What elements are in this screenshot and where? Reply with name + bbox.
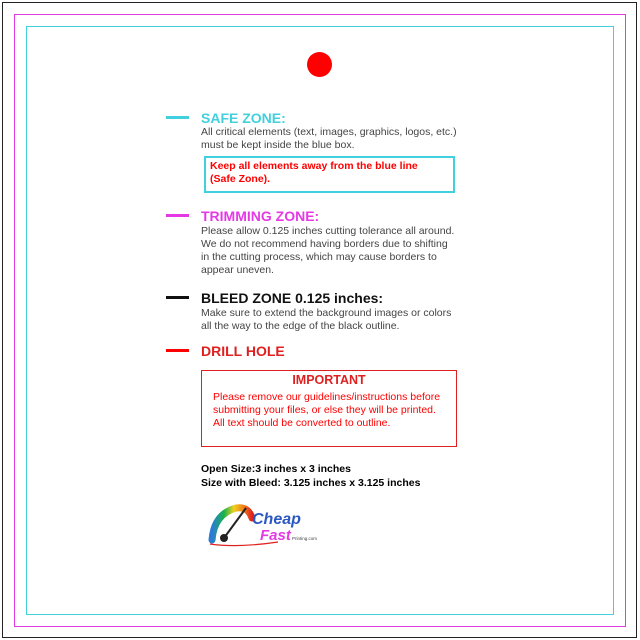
safe-zone-legend-line <box>166 116 189 119</box>
bleed-zone-legend-line <box>166 296 189 299</box>
logo-word-fast: Fast <box>260 527 291 544</box>
important-title: IMPORTANT <box>292 373 366 387</box>
important-line: All text should be converted to outline. <box>213 417 391 429</box>
safe-zone-note <box>210 160 418 186</box>
trimming-zone-line: We do not recommend having borders due to shifting <box>201 238 448 250</box>
important-line: Please remove our guidelines/instructions before <box>213 391 441 403</box>
drill-hole-marker <box>307 52 332 77</box>
logo-graphic <box>208 500 338 550</box>
important-description <box>213 391 440 430</box>
drill-hole-heading: DRILL HOLE <box>201 343 285 359</box>
bleed-zone-line: all the way to the edge of the black outline. <box>201 320 400 332</box>
bleed-zone-line: Make sure to extend the background images or colors <box>201 307 452 319</box>
logo-word-cheap: Cheap <box>252 511 301 528</box>
important-line: submitting your files, or else they will be printed. <box>213 404 436 416</box>
safe-zone-line: must be kept inside the blue box. <box>201 139 355 151</box>
needle-hub-icon <box>220 534 228 542</box>
trimming-zone-legend-line <box>166 214 189 217</box>
drill-hole-legend-line <box>166 349 189 352</box>
open-size-text: Open Size:3 inches x 3 inches <box>201 463 351 475</box>
speedometer-arc-icon <box>212 508 252 540</box>
safe-zone-note-line: Keep all elements away from the blue line <box>210 160 418 172</box>
safe-zone-description <box>201 126 457 152</box>
bleed-zone-heading: BLEED ZONE 0.125 inches: <box>201 290 384 306</box>
trimming-zone-line: in the cutting process, which may cause borders to <box>201 251 437 263</box>
trimming-zone-line: Please allow 0.125 inches cutting tolerance all around. <box>201 225 455 237</box>
bleed-zone-description <box>201 307 451 333</box>
trimming-zone-line: appear uneven. <box>201 264 274 276</box>
trimming-zone-description <box>201 225 454 277</box>
logo-word-printing: Printing.com <box>292 536 318 541</box>
safe-zone-heading: SAFE ZONE: <box>201 110 286 126</box>
cheap-fast-printing-logo <box>208 500 338 550</box>
safe-zone-line: All critical elements (text, images, graphics, logos, etc.) <box>201 126 457 138</box>
size-with-bleed-text: Size with Bleed: 3.125 inches x 3.125 inches <box>201 477 421 489</box>
trimming-zone-heading: TRIMMING ZONE: <box>201 208 320 224</box>
safe-zone-note-line: (Safe Zone). <box>210 173 271 185</box>
